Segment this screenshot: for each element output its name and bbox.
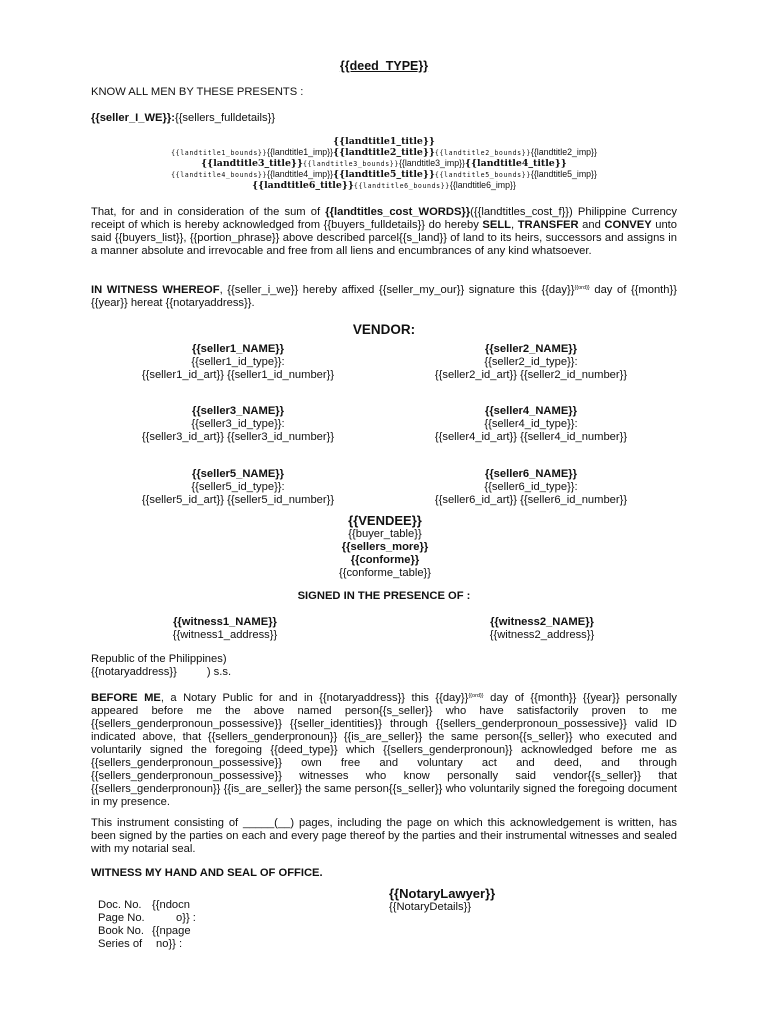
seller6-block bbox=[400, 468, 662, 507]
seller2-block bbox=[400, 343, 662, 382]
sellers-more: {{sellers_more}} bbox=[341, 541, 429, 553]
cost-words: {{landtitles_cost_WORDS}} bbox=[325, 206, 471, 218]
book-no-label: Book No. bbox=[98, 925, 145, 937]
sell-word: SELL bbox=[482, 219, 511, 231]
book-no-value: {{npage bbox=[152, 925, 191, 937]
seller4-id-type: {{seller4_id_type}}: bbox=[484, 418, 578, 430]
buyer-table: {{buyer_table}} bbox=[348, 528, 422, 540]
series-line bbox=[98, 938, 196, 951]
seller4-block bbox=[400, 405, 662, 444]
page-no-value: o}} : bbox=[176, 912, 196, 924]
landtitle6-bounds: {{landtitle6_bounds}} bbox=[353, 182, 450, 190]
consideration-paragraph bbox=[91, 206, 677, 258]
before-me-lead: BEFORE ME bbox=[91, 692, 161, 704]
seller3-id-line: {{seller3_id_art}} {{seller3_id_number}} bbox=[141, 431, 335, 443]
witness-whereof-paragraph bbox=[91, 282, 677, 310]
landtitle1-title: {{landtitle1_title}} bbox=[333, 136, 435, 147]
seller2-id-line: {{seller2_id_art}} {{seller2_id_number}} bbox=[434, 369, 628, 381]
seller2-id-type: {{seller2_id_type}}: bbox=[484, 356, 578, 368]
seller-we: {{seller_I_WE}}: bbox=[91, 112, 175, 124]
seller2-name: {{seller2_NAME}} bbox=[484, 343, 578, 355]
transfer-word: TRANSFER bbox=[517, 219, 579, 231]
seller1-id-line: {{seller1_id_art}} {{seller1_id_number}} bbox=[141, 369, 335, 381]
land-title-line-5 bbox=[0, 180, 768, 192]
doc-no-value: {{ndocn bbox=[152, 899, 190, 911]
witness-whereof-lead: IN WITNESS WHEREOF bbox=[91, 284, 220, 296]
landtitle3-imp: {{landtitle3_imp}} bbox=[398, 158, 465, 168]
seller5-id-line: {{seller5_id_art}} {{seller5_id_number}} bbox=[141, 494, 335, 506]
landtitle4-title: {{landtitle4_title}} bbox=[465, 158, 567, 169]
witness-whereof-text-1: , {{seller_i_we}} hereby affixed {{seller_my_our}} signature this {{day}} bbox=[219, 284, 575, 296]
landtitle2-imp: {{landtitle2_imp}} bbox=[530, 147, 597, 157]
series-label: Series of bbox=[98, 938, 143, 950]
landtitle5-imp: {{landtitle5_imp}} bbox=[530, 169, 597, 179]
landtitle5-title: {{landtitle5_title}} bbox=[333, 169, 435, 180]
seller1-block bbox=[108, 343, 368, 382]
notary-details: {{NotaryDetails}} bbox=[389, 901, 472, 913]
landtitle1-bounds: {{landtitle1_bounds}} bbox=[171, 149, 268, 157]
acknowledgement-text-2: day of {{month}} {{year}} personally appeared before me the above named person{{s_seller}} who have satisfactorily proven to me {{sellers_genderpronoun_possessive}} {{seller_identities}} through {{sellers_genderpronoun_possessive}} valid ID indicated above, that {{sellers_genderpronoun}} {{is_are_seller}} the same person{{s_seller}} who executed and voluntarily signed the foregoing {{deed_type}} which {{sellers_genderpronoun}} acknowledged before me as {{sellers_genderpronoun_possessive}} own free and voluntary act and deed, and through {{sellers_genderpronoun_possessive}} witnesses who know personally said vendor{{s_seller}} that {{sellers_genderpronoun}} {{is_are_seller}} the same person{{s_seller}} who voluntarily signed the foregoing document in my presence. bbox=[91, 692, 678, 808]
conforme-table: {{conforme_table}} bbox=[338, 567, 432, 579]
instrument-paragraph: This instrument consisting of _____(__) pages, including the page on which this acknowledgement is written, has been signed by the parties on each and every page thereof by the parties and their instrumental witnesses and sealed with my notarial seal. bbox=[91, 817, 677, 855]
vendee-block bbox=[240, 513, 530, 580]
acknowledgement-text-1: , a Notary Public for and in {{notaryaddress}} this {{day}} bbox=[160, 692, 469, 704]
page-no-line bbox=[98, 912, 196, 925]
and-word: and bbox=[578, 219, 605, 231]
witness2-block bbox=[437, 616, 647, 642]
venue-line-2 bbox=[91, 666, 231, 679]
seller6-name: {{seller6_NAME}} bbox=[484, 468, 578, 480]
venue-ss: ) s.s. bbox=[206, 666, 232, 678]
witness1-name: {{witness1_NAME}} bbox=[173, 616, 277, 628]
landtitle3-title: {{landtitle3_title}} bbox=[201, 158, 303, 169]
notary-register bbox=[98, 899, 196, 951]
consideration-text-3: unto said {{buyers_list}}, {{portion_phrase}} above described parcel{{s_land}} of land to its heirs, successors and assigns in a manner absolute and irrevocable and free from all liens and encumbrances of any kind whatsoever. bbox=[91, 219, 678, 257]
landtitle5-bounds: {{landtitle5_bounds}} bbox=[434, 171, 531, 179]
seller3-id-type: {{seller3_id_type}}: bbox=[191, 418, 285, 430]
witness-hand-line: WITNESS MY HAND AND SEAL OF OFFICE. bbox=[91, 867, 323, 879]
deed-title: {{deed_TYPE}} bbox=[339, 59, 429, 73]
seller1-id-type: {{seller1_id_type}}: bbox=[191, 356, 285, 368]
landtitle1-imp: {{landtitle1_imp}} bbox=[267, 147, 334, 157]
witness2-name: {{witness2_NAME}} bbox=[490, 616, 594, 628]
seller6-id-type: {{seller6_id_type}}: bbox=[484, 481, 578, 493]
witness1-address: {{witness1_address}} bbox=[172, 629, 278, 641]
acknowledgement-paragraph bbox=[91, 690, 677, 809]
seller5-block bbox=[108, 468, 368, 507]
landtitle4-bounds: {{landtitle4_bounds}} bbox=[171, 171, 268, 179]
venue-block bbox=[91, 653, 231, 679]
witness2-address: {{witness2_address}} bbox=[489, 629, 595, 641]
venue-line-1: Republic of the Philippines) bbox=[91, 653, 227, 665]
intro-line: KNOW ALL MEN BY THESE PRESENTS : bbox=[91, 86, 304, 98]
seller5-id-type: {{seller5_id_type}}: bbox=[191, 481, 285, 493]
seller3-name: {{seller3_NAME}} bbox=[191, 405, 285, 417]
landtitle4-imp: {{landtitle4_imp}} bbox=[267, 169, 334, 179]
comma: , bbox=[511, 219, 518, 231]
series-value: no}} : bbox=[156, 938, 183, 950]
doc-no-line bbox=[98, 899, 196, 912]
seller-fulldetails: {{sellers_fulldetails}} bbox=[174, 112, 276, 124]
consideration-text-1: That, for and in consideration of the sum of bbox=[91, 206, 326, 218]
seller-details-line bbox=[91, 112, 275, 125]
signed-presence-heading: SIGNED IN THE PRESENCE OF : bbox=[297, 590, 471, 602]
consideration-text-2: ({{landtitles_cost_f}}) Philippine Currency receipt of which is hereby acknowledged from {{buyers_fulldetails}} do hereby bbox=[91, 206, 677, 231]
ordinal-suffix-2: {{ord}} bbox=[468, 693, 484, 699]
seller6-id-line: {{seller6_id_art}} {{seller6_id_number}} bbox=[434, 494, 628, 506]
page-no-label: Page No. bbox=[98, 912, 145, 924]
doc-no-label: Doc. No. bbox=[98, 899, 142, 911]
witness-whereof-text-2: day of {{month}} {{year}} hereat {{notaryaddress}}. bbox=[91, 284, 677, 309]
notary-lawyer: {{NotaryLawyer}} bbox=[389, 886, 496, 901]
land-title-line-1 bbox=[0, 136, 768, 147]
landtitle6-imp: {{landtitle6_imp}} bbox=[449, 180, 516, 190]
landtitle3-bounds: {{landtitle3_bounds}} bbox=[302, 160, 399, 168]
seller5-name: {{seller5_NAME}} bbox=[191, 468, 285, 480]
landtitle2-bounds: {{landtitle2_bounds}} bbox=[434, 149, 531, 157]
witness1-block bbox=[120, 616, 330, 642]
landtitle2-title: {{landtitle2_title}} bbox=[333, 147, 435, 158]
seller4-name: {{seller4_NAME}} bbox=[484, 405, 578, 417]
vendee-heading: {{VENDEE}} bbox=[348, 513, 422, 528]
convey-word: CONVEY bbox=[604, 219, 652, 231]
conforme: {{conforme}} bbox=[350, 554, 420, 566]
notary-block bbox=[389, 886, 495, 914]
seller1-name: {{seller1_NAME}} bbox=[191, 343, 285, 355]
vendor-heading: VENDOR: bbox=[352, 322, 416, 337]
book-no-line bbox=[98, 925, 196, 938]
venue-notaryaddress: {{notaryaddress}} bbox=[91, 666, 177, 678]
ordinal-suffix: {{ord}} bbox=[574, 285, 590, 291]
landtitle6-title: {{landtitle6_title}} bbox=[252, 180, 354, 191]
seller4-id-line: {{seller4_id_art}} {{seller4_id_number}} bbox=[434, 431, 628, 443]
seller3-block bbox=[108, 405, 368, 444]
